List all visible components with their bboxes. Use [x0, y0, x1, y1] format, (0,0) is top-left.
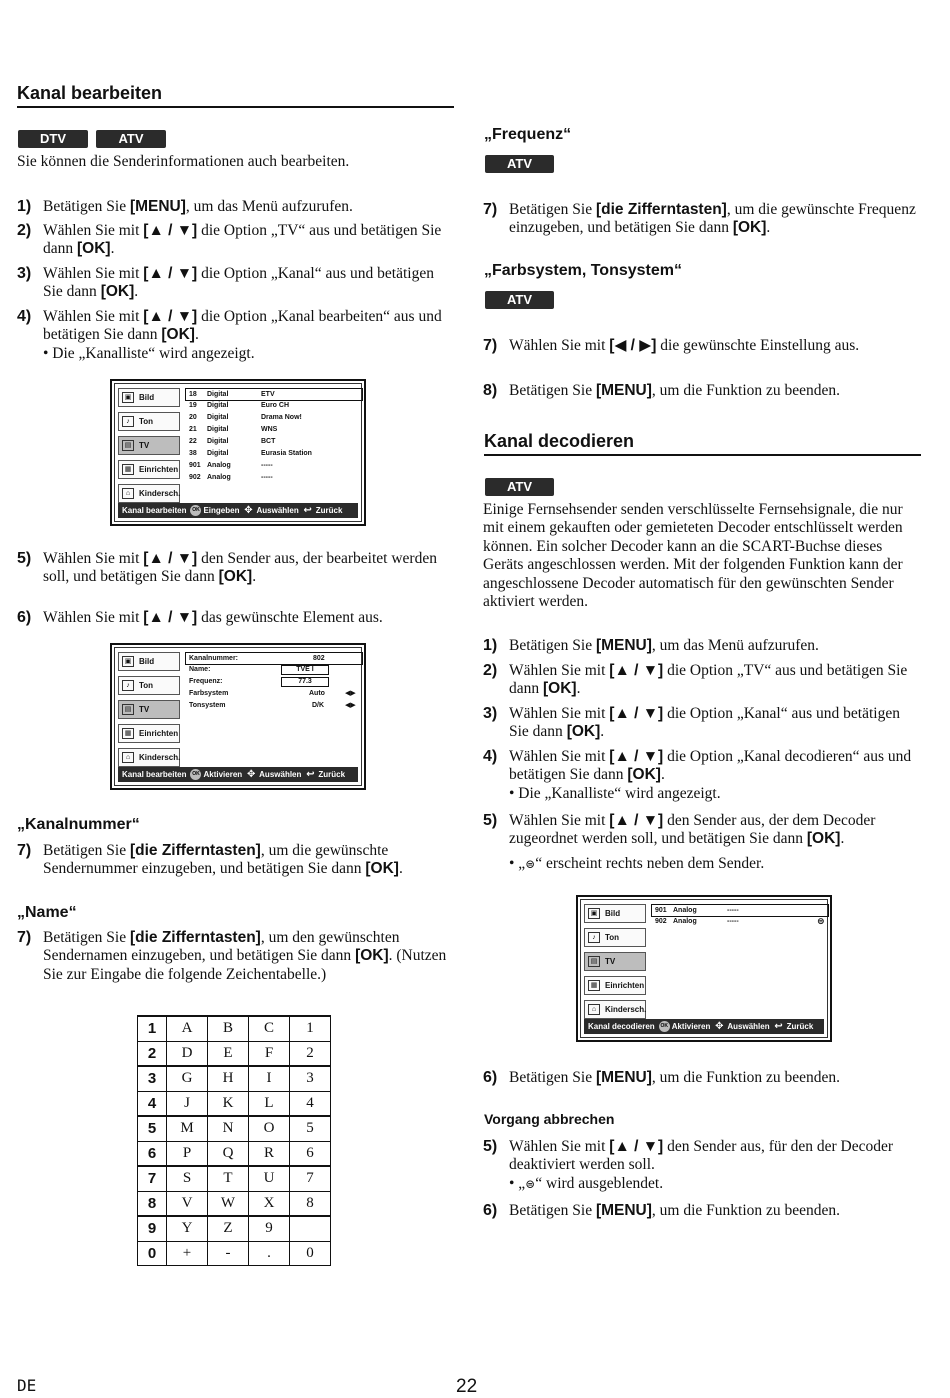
subtitle-kanalnummer: „Kanalnummer“	[17, 816, 140, 833]
decoder-step-6: 6) Betätigen Sie [MENU], um die Funktion zu beenden.	[483, 1069, 841, 1086]
step-7-kanalnummer: 7) Betätigen Sie [die Zifferntasten], um die gewünschte Sendernummer einzugeben, und betätigen Sie dann [OK].	[17, 842, 403, 878]
tv-icon: ▤	[122, 704, 134, 715]
subtitle-name: „Name“	[17, 904, 77, 921]
sound-icon: ♪	[588, 932, 600, 943]
tv-screen-channel-edit	[110, 643, 366, 790]
decoder-step-2: 2) Wählen Sie mit [▲ / ▼] die Option „TV“ aus und betätigen Sie dann [OK].	[483, 662, 908, 698]
picture-icon: ▣	[588, 908, 600, 919]
setup-icon: ▦	[588, 980, 600, 991]
subtitle-farbsystem: „Farbsystem, Tonsystem“	[484, 262, 682, 279]
table-row: 6 P Q R 6	[138, 1141, 331, 1166]
menu-bild: ▣ Bild	[118, 652, 180, 671]
menu-kindersch: ⌂ Kindersch.	[118, 484, 180, 503]
subtitle-vorgang-abbrechen: Vorgang abbrechen	[484, 1111, 615, 1127]
step-2: 2) Wählen Sie mit [▲ / ▼] die Option „TV“ aus und betätigen Sie dann [OK].	[17, 222, 442, 258]
back-icon: ↩	[306, 769, 315, 781]
picture-icon: ▣	[122, 656, 134, 667]
channel-row: 901 Analog -----	[651, 904, 829, 917]
step-7-farbsystem: 7) Wählen Sie mit [◀ / ▶] die gewünschte Einstellung aus.	[483, 337, 860, 354]
menu-kindersch: ⌂ Kindersch.	[118, 748, 180, 767]
step-4: 4) Wählen Sie mit [▲ / ▼] die Option „Kanal bearbeiten“ aus und betätigen Sie dann [OK]. • Die „Kanalliste“ wird angezeigt.	[17, 308, 453, 363]
menu-einrichten: ▦ Einrichten	[118, 460, 180, 479]
footer-language: DE	[17, 1376, 37, 1395]
page-number: 22	[456, 1376, 478, 1397]
menu-tv: ▤ TV	[584, 952, 646, 971]
step-3: 3) Wählen Sie mit [▲ / ▼] die Option „Kanal“ aus und betätigen Sie dann [OK].	[17, 265, 434, 301]
status-bar: Kanal bearbeiten OK Eingeben ✥ Auswählen ↩ Zurück	[118, 503, 358, 518]
field-farbsystem: Farbsystem Auto ◀▶	[189, 690, 356, 697]
decoder-step-5-bullet: • „⊜“ erscheint rechts neben dem Sender.	[509, 854, 765, 872]
menu-bild: ▣ Bild	[118, 388, 180, 407]
atv-badge: ATV	[96, 130, 166, 148]
cancel-step-6: 6) Betätigen Sie [MENU], um die Funktion zu beenden.	[483, 1202, 841, 1219]
dtv-badge: DTV	[18, 130, 88, 148]
menu-ton: ♪ Ton	[118, 412, 180, 431]
back-icon: ↩	[774, 1021, 783, 1033]
table-row: 3 G H I 3	[138, 1066, 331, 1091]
status-bar: Kanal bearbeiten OK Aktivieren ✥ Auswählen ↩ Zurück	[118, 767, 358, 782]
ok-icon: OK	[659, 1021, 670, 1032]
menu-kindersch: ⌂ Kindersch.	[584, 1000, 646, 1019]
lock-icon: ⌂	[588, 1004, 600, 1015]
channel-row: 18 Digital ETV	[185, 388, 363, 401]
menu-tv: ▤ TV	[118, 436, 180, 455]
channel-fields	[185, 652, 365, 722]
sound-icon: ♪	[122, 680, 134, 691]
back-icon: ↩	[303, 505, 312, 517]
lock-icon: ⌂	[122, 488, 134, 499]
table-row: 7 S T U 7	[138, 1166, 331, 1191]
dpad-icon: ✥	[715, 1021, 724, 1033]
menu-tv: ▤ TV	[118, 700, 180, 719]
intro-text: Sie können die Senderinformationen auch bearbeiten.	[17, 153, 350, 170]
field-name: Name: TVE I	[185, 664, 361, 675]
cancel-step-5-bullet: • „⊜“ wird ausgeblendet.	[509, 1174, 664, 1192]
tv-screen-channel-list	[110, 379, 366, 526]
ok-icon: OK	[190, 769, 201, 780]
atv-badge: ATV	[485, 291, 554, 309]
decoder-icon: ⊜	[525, 856, 536, 871]
field-tonsystem: Tonsystem D/K ◀▶	[189, 702, 356, 709]
menu-ton: ♪ Ton	[118, 676, 180, 695]
channel-list: 18 Digital ETV 19 Digital Euro CH 20 Digital Drama Now! 21 Digital WNS 22 Digital BCT 38 Digital Eurasia Station 901 Analog ----- 902 Analog -----	[185, 388, 365, 484]
table-row: 2 D E F 2	[138, 1041, 331, 1066]
setup-icon: ▦	[122, 728, 134, 739]
character-table	[137, 1015, 331, 1266]
menu-einrichten: ▦ Einrichten	[584, 976, 646, 995]
field-frequenz: Frequenz: 77.3	[185, 676, 361, 687]
atv-badge: ATV	[485, 155, 554, 173]
menu-ton: ♪ Ton	[584, 928, 646, 947]
menu-bild: ▣ Bild	[584, 904, 646, 923]
table-row: 8 V W X 8	[138, 1191, 331, 1216]
table-row: 5 M N O 5	[138, 1116, 331, 1141]
dpad-icon: ✥	[246, 769, 256, 781]
sound-icon: ♪	[122, 416, 134, 427]
channel-row: 902 Analog ----- ⊜	[655, 916, 825, 926]
table-row: 4 J K L 4	[138, 1091, 331, 1116]
table-row: 0 + - . 0	[138, 1241, 331, 1266]
status-bar: Kanal decodieren OK Aktivieren ✥ Auswählen ↩ Zurück	[584, 1019, 824, 1034]
left-right-arrows-icon: ◀▶	[345, 702, 356, 709]
step-7-name: 7) Betätigen Sie [die Zifferntasten], um den gewünschten Sendernamen einzugeben, und betätigen Sie dann [OK]. (Nutzen Sie zur Eingabe die folgende Zeichentabelle.)	[17, 929, 447, 983]
ok-icon: OK	[190, 505, 201, 516]
setup-icon: ▦	[122, 464, 134, 475]
table-row: 1 A B C 1	[138, 1016, 331, 1041]
tv-icon: ▤	[122, 440, 134, 451]
lock-icon: ⌂	[122, 752, 134, 763]
step-6: 6) Wählen Sie mit [▲ / ▼] das gewünschte Element aus.	[17, 609, 383, 626]
step-1: 1) Betätigen Sie [MENU], um das Menü aufzurufen.	[17, 198, 353, 215]
decoder-icon: ⊜	[525, 1176, 536, 1191]
tv-screen-decoder-list	[576, 895, 832, 1042]
table-row: 9 Y Z 9	[138, 1216, 331, 1241]
decoder-step-3: 3) Wählen Sie mit [▲ / ▼] die Option „Kanal“ aus und betätigen Sie dann [OK].	[483, 705, 900, 741]
decoder-step-4: 4) Wählen Sie mit [▲ / ▼] die Option „Kanal decodieren“ aus und betätigen Sie dann [OK]. • Die „Kanalliste“ wird angezeigt.	[483, 748, 923, 803]
step-5: 5) Wählen Sie mit [▲ / ▼] den Sender aus, der bearbeitet werden soll, und betätigen Sie dann [OK].	[17, 550, 437, 586]
step-8: 8) Betätigen Sie [MENU], um die Funktion zu beenden.	[483, 382, 841, 399]
tv-icon: ▤	[588, 956, 600, 967]
picture-icon: ▣	[122, 392, 134, 403]
left-right-arrows-icon: ◀▶	[345, 690, 356, 697]
dpad-icon: ✥	[244, 505, 253, 517]
decoder-step-4-bullet: • Die „Kanalliste“ wird angezeigt.	[509, 784, 721, 802]
section-title-kanal-decodieren: Kanal decodieren	[484, 431, 921, 456]
field-kanalnummer: Kanalnummer: 802	[185, 652, 363, 665]
cancel-step-5: 5) Wählen Sie mit [▲ / ▼] den Sender aus, für den der Decoder deaktiviert werden soll. • „⊜“ wird ausgeblendet.	[483, 1138, 923, 1193]
atv-badge: ATV	[485, 478, 554, 496]
subtitle-frequenz: „Frequenz“	[484, 126, 572, 143]
decoder-intro-text: Einige Fernsehsender senden verschlüsselte Fernsehsignale, die nur mit einem gekauften oder gemieteten Decoder entschlüsselt werden können. Ein solcher Decoder kann an die SCART-Buchse dieses Geräts angeschlossen werden. Mit der folgenden Funktion kann der angeschlossene Decoder automatisch für den gewünschten Sender aktiviert werden.	[483, 501, 903, 611]
step-4-bullet: • Die „Kanalliste“ wird angezeigt.	[43, 344, 255, 362]
decoder-icon: ⊜	[817, 916, 825, 926]
decoder-step-1: 1) Betätigen Sie [MENU], um das Menü aufzurufen.	[483, 637, 819, 654]
section-title-kanal-bearbeiten: Kanal bearbeiten	[17, 83, 454, 108]
menu-einrichten: ▦ Einrichten	[118, 724, 180, 743]
step-7-frequenz: 7) Betätigen Sie [die Zifferntasten], um die gewünschte Frequenz einzugeben, und betätigen Sie dann [OK].	[483, 201, 916, 237]
decoder-channel-list	[651, 904, 831, 934]
decoder-step-5: 5) Wählen Sie mit [▲ / ▼] den Sender aus, der dem Decoder zugeordnet werden soll, und betätigen Sie dann [OK]. • „⊜“ erscheint rechts neben dem Sender.	[483, 812, 923, 873]
